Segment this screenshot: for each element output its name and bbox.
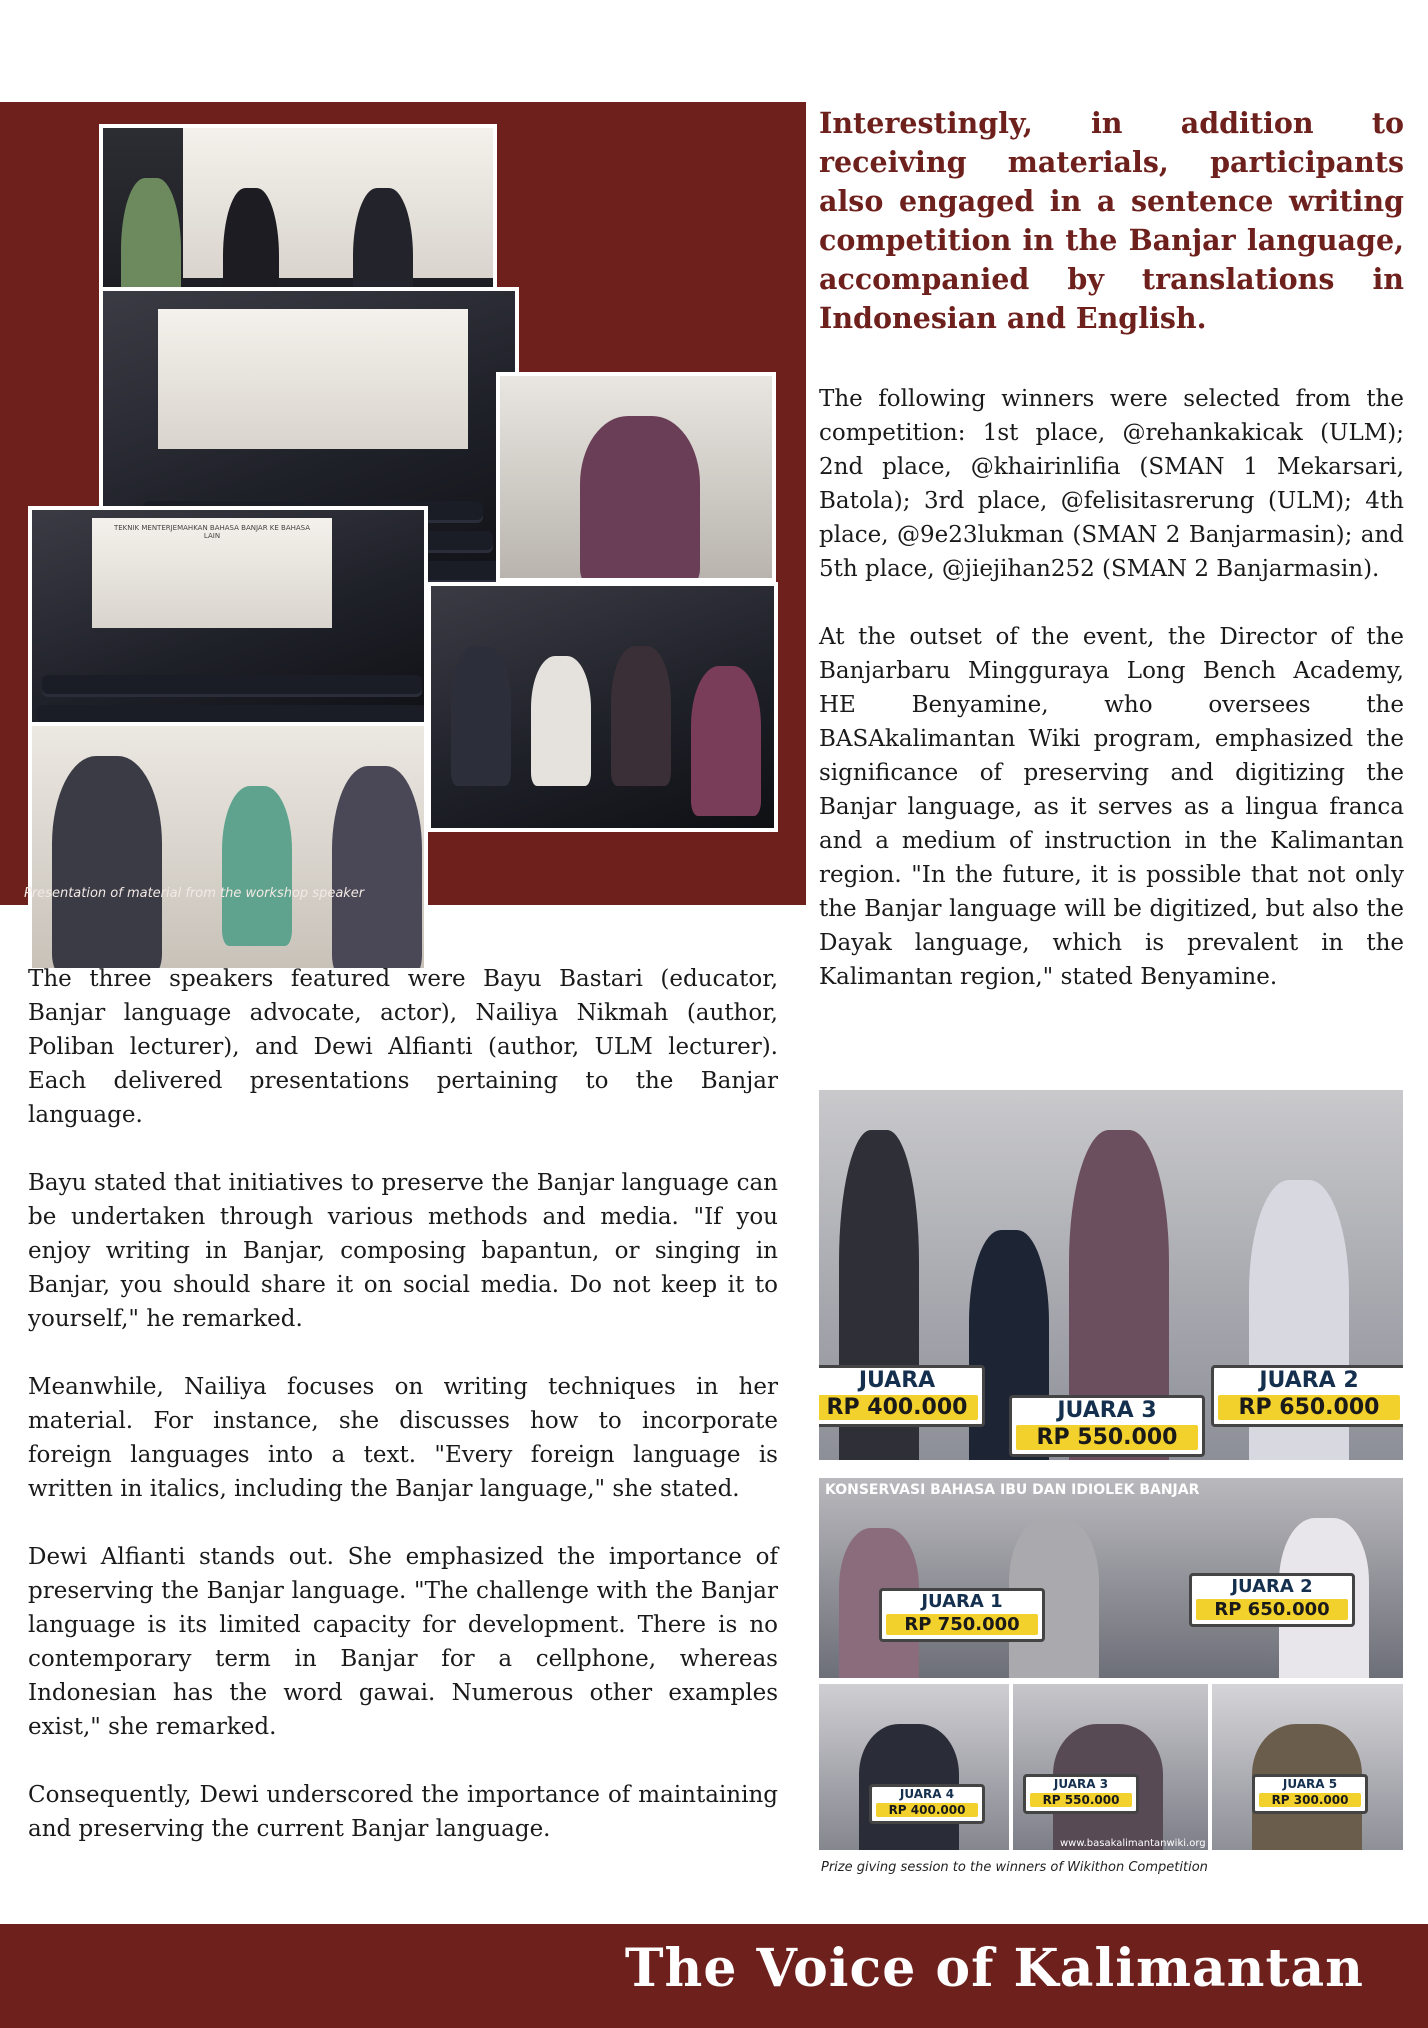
photo-three-speakers (28, 722, 428, 972)
paragraph: Meanwhile, Nailiya focuses on writing techniques in her material. For instance, she discusses how to incorporate foreign languages into a text. "Every foreign language is written in italics, including the Banjar language," she stated. (28, 1374, 778, 1502)
prize-sign: JUARA 4 RP 400.000 (869, 1784, 985, 1824)
photo-winners-group (819, 1090, 1403, 1460)
right-photo-caption: Prize giving session to the winners of Wikithon Competition (821, 1860, 1208, 1875)
website-watermark: www.basakalimantanwiki.org (1060, 1838, 1206, 1849)
photo-fifth-winner (1212, 1684, 1403, 1850)
prize-sign: JUARA 2 RP 650.000 (1211, 1365, 1403, 1427)
lead-paragraph: Interestingly, in addition to receiving materials, participants also engaged in a sentence writing competition in the Banjar language, accompanied by translations in Indonesian and English. (819, 106, 1404, 335)
photo-fourth-winner (819, 1684, 1009, 1850)
prize-sign: JUARA 2 RP 650.000 (1189, 1573, 1355, 1627)
paragraph: Consequently, Dewi underscored the importance of maintaining and preserving the current Banjar language. (28, 1782, 778, 1842)
slide-title: TEKNIK MENTERJEMAHKAN BAHASA BANJAR KE BAHASA LAIN (113, 524, 311, 540)
photo-slide-presentation (28, 506, 428, 736)
photo-collage-panel (0, 102, 806, 905)
paragraph: Dewi Alfianti stands out. She emphasized the importance of preserving the Banjar language. "The challenge with the Banjar language is its limited capacity for development. There is no contemporary term in Banjar for a cellphone, whereas Indonesian has the word gawai. Numerous other examples exist," she remarked. (28, 1544, 778, 1740)
publication-title: The Voice of Kalimantan (624, 1938, 1364, 1999)
prize-sign: JUARA 3 RP 550.000 (1009, 1395, 1205, 1457)
paragraph: The following winners were selected from the competition: 1st place, @rehankakicak (ULM); 2nd place, @khairinlifia (SMAN 1 Mekarsari, Batola); 3rd place, @felisitasrerung (ULM); 4th place, @9e23lukman (SMAN 2 Banjarmasin); and 5th place, @jiejihan252 (SMAN 2 Banjarmasin). (819, 386, 1404, 582)
prize-sign: JUARA 3 RP 550.000 (1023, 1774, 1139, 1814)
left-photo-caption: Presentation of material from the workshop speaker (24, 886, 365, 901)
footer-bar (0, 1924, 1428, 2028)
event-banner: KONSERVASI BAHASA IBU DAN IDIOLEK BANJAR (825, 1482, 1200, 1498)
prize-sign: JUARA 5 RP 300.000 (1252, 1774, 1368, 1814)
paragraph: The three speakers featured were Bayu Bastari (educator, Banjar language advocate, actor), Nailiya Nikmah (author, Poliban lecturer), and Dewi Alfianti (author, ULM lecturer). Each delivered presentations pertaining to the Banjar language. (28, 966, 778, 1128)
prize-sign: JUARA RP 400.000 (819, 1365, 985, 1427)
right-column-text (819, 382, 1404, 1028)
photo-first-second-winners (819, 1478, 1403, 1678)
photo-audience-row (427, 582, 778, 832)
photo-third-winner (1013, 1684, 1208, 1850)
photo-speaker-mic (496, 372, 776, 582)
prize-sign: JUARA 1 RP 750.000 (879, 1588, 1045, 1642)
left-column-text (28, 962, 778, 1880)
paragraph: Bayu stated that initiatives to preserve the Banjar language can be undertaken through various methods and media. "If you enjoy writing in Banjar, composing bapantun, or singing in Banjar, you should share it on social media. Do not keep it to yourself," he remarked. (28, 1170, 778, 1332)
paragraph: At the outset of the event, the Director of the Banjarbaru Mingguraya Long Bench Academy, HE Benyamine, who oversees the BASAkalimantan Wiki program, emphasized the significance of preserving and digitizing the Banjar language, as it serves as a lingua franca and a medium of instruction in the Kalimantan region. "In the future, it is possible that not only the Banjar language will be digitized, but also the Dayak language, which is prevalent in the Kalimantan region," stated Benyamine. (819, 624, 1404, 990)
